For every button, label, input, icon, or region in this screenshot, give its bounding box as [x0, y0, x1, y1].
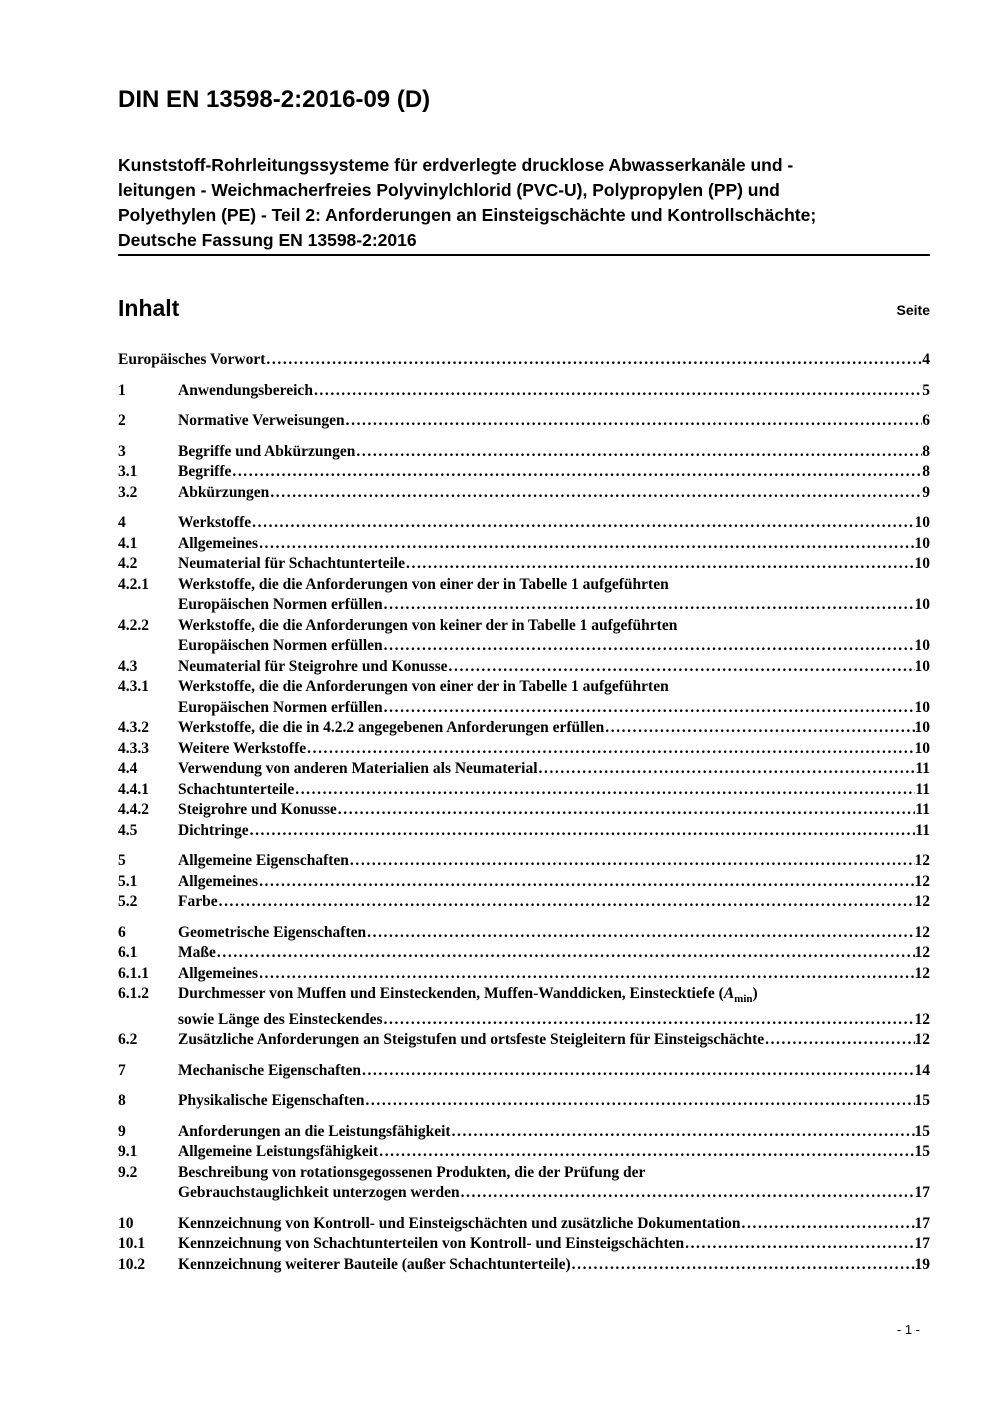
toc-leader-dots: [345, 411, 923, 432]
toc-page-number: 10: [914, 555, 930, 572]
toc-leader-dots: [218, 892, 915, 913]
toc-leader-dots: [764, 1030, 914, 1051]
toc-entry-number: 4.5: [118, 821, 138, 839]
toc-entry: [118, 1061, 930, 1082]
toc-entry-line: [118, 1183, 930, 1204]
toc-entry-title: Beschreibung von rotationsgegossenen Produkten, die der Prüfung der: [178, 1163, 646, 1181]
toc-page-number: 10: [914, 637, 930, 654]
toc-leader-dots: [258, 964, 914, 985]
toc-page-number: 8: [922, 442, 930, 460]
toc-page-number: 11: [915, 821, 930, 839]
toc-entry: [118, 554, 930, 575]
toc-page-number: 12: [914, 964, 930, 982]
toc-entry-line: [118, 851, 930, 872]
toc-entry-number: 4.4.2: [118, 801, 149, 818]
toc-page-number: 11: [915, 760, 930, 777]
toc-entry-title: Begriffe und Abkürzungen: [178, 442, 356, 460]
title-block: [118, 153, 930, 253]
toc-entry-line: [118, 892, 930, 913]
toc-entry: [118, 964, 930, 985]
toc-entry-title: Kennzeichnung von Schachtunterteilen von Kontroll- und Einsteigschächten: [178, 1235, 685, 1253]
toc-page-number: 17: [914, 1184, 930, 1202]
toc-entry-number: 6.1.1: [118, 964, 149, 982]
toc-entry-number: 4.3.1: [118, 678, 149, 695]
toc-entry-number: 4: [118, 514, 126, 531]
toc-leader-dots: [269, 483, 922, 504]
toc-entry-number: 9.1: [118, 1143, 138, 1161]
toc-entry-title: Maße: [178, 944, 216, 961]
toc-entry-line: [118, 534, 930, 555]
toc-entry-line: [118, 984, 930, 1010]
toc-entry: [118, 462, 930, 483]
toc-page-number: 10: [914, 698, 930, 716]
toc-entry-title: Europäischen Normen erfüllen: [178, 637, 383, 654]
toc-entry-number: 5.2: [118, 893, 138, 910]
toc-entry-line: [118, 350, 930, 371]
toc-entry-title: Begriffe: [178, 463, 232, 480]
toc-entry-title: Abkürzungen: [178, 483, 270, 501]
toc-entry-title: Normative Verweisungen: [178, 412, 345, 429]
toc-leader-dots: [383, 595, 915, 616]
toc-entry: [118, 1091, 930, 1112]
toc-entry: [118, 483, 930, 504]
toc-entry-line: [118, 698, 930, 719]
toc-entry: [118, 923, 930, 944]
toc-entry-title: Europäisches Vorwort: [118, 351, 266, 368]
toc-leader-dots: [383, 698, 915, 719]
title-line: Deutsche Fassung EN 13598-2:2016: [118, 230, 417, 250]
title-divider: [118, 254, 930, 256]
footer-page-indicator: - 1 -: [896, 1322, 920, 1337]
toc-entry-line: [118, 554, 930, 575]
toc-list: [118, 350, 930, 1275]
toc-entry: [118, 943, 930, 964]
toc-entry-title: Geometrische Eigenschaften: [178, 923, 367, 941]
toc-leader-dots: [231, 462, 922, 483]
toc-leader-dots: [258, 534, 914, 555]
toc-leader-dots: [383, 636, 915, 657]
title-line: Polyethylen (PE) - Teil 2: Anforderungen an Einsteigschächte und Kontrollschächte;: [118, 205, 817, 225]
toc-entry-title: Mechanische Eigenschaften: [178, 1061, 361, 1079]
toc-entry-title: Farbe: [178, 893, 218, 910]
toc-entry-line: [118, 821, 930, 842]
toc-page-number: 14: [914, 1061, 930, 1079]
toc-entry-line: [118, 442, 930, 463]
toc-entry-title: Kennzeichnung weiterer Bauteile (außer Schachtunterteile): [178, 1255, 571, 1273]
toc-entry: [118, 739, 930, 760]
toc-entry: [118, 1214, 930, 1235]
toc-leader-dots: [355, 442, 922, 463]
toc-leader-dots: [337, 800, 916, 821]
toc-entry: [118, 759, 930, 780]
toc-entry-title: Werkstoffe, die die Anforderungen von einer der in Tabelle 1 aufgeführten: [178, 678, 669, 695]
toc-page-number: 12: [914, 872, 930, 890]
toc-entry-title: Werkstoffe: [178, 514, 252, 531]
toc-entry-number: 3.1: [118, 463, 138, 480]
toc-entry-title: Anforderungen an die Leistungsfähigkeit: [178, 1122, 451, 1140]
toc-entry: [118, 872, 930, 893]
toc-leader-dots: [684, 1234, 914, 1255]
toc-leader-dots: [451, 1122, 915, 1143]
toc-entry-number: 6.2: [118, 1031, 138, 1049]
page-content: [118, 86, 930, 1275]
title-line: Kunststoff-Rohrleitungssysteme für erdverlegte drucklose Abwasserkanäle und -: [118, 155, 794, 175]
toc-entry: [118, 350, 930, 371]
toc-entry: [118, 851, 930, 872]
title-line: leitungen - Weichmacherfreies Polyvinylchlorid (PVC-U), Polypropylen (PP) und: [118, 180, 780, 200]
toc-entry-number: 5.1: [118, 872, 138, 890]
toc-entry-number: 8: [118, 1092, 126, 1110]
toc-heading: Inhalt: [118, 295, 180, 321]
toc-entry-line: [118, 411, 930, 432]
toc-entry-title: Neumaterial für Steigrohre und Konusse: [178, 657, 448, 675]
toc-entry-number: 10.2: [118, 1255, 146, 1273]
toc-entry-title: Werkstoffe, die die Anforderungen von keiner der in Tabelle 1 aufgeführten: [178, 616, 678, 634]
toc-entry: [118, 575, 930, 616]
toc-leader-dots: [361, 1061, 915, 1082]
toc-entry: [118, 1142, 930, 1163]
toc-entry: [118, 1163, 930, 1204]
toc-entry-title: Verwendung von anderen Materialien als Neumaterial: [178, 760, 538, 777]
toc-entry-line: [118, 872, 930, 893]
toc-entry-title: Allgemeines: [178, 872, 259, 890]
toc-entry-number: 4.2: [118, 555, 138, 572]
toc-entry: [118, 1030, 930, 1051]
toc-page-number: 15: [914, 1122, 930, 1140]
toc-entry-number: 4.3: [118, 657, 138, 675]
toc-entry-title: Werkstoffe, die die in 4.2.2 angegebenen Anforderungen erfüllen: [178, 719, 605, 736]
toc-entry-title: Durchmesser von Muffen und Einsteckenden, Muffen-Wanddicken, Einstecktiefe $(A_{min})$: [178, 985, 758, 1006]
toc-entry-line: [118, 923, 930, 944]
toc-leader-dots: [604, 718, 914, 739]
toc-entry-title: Neumaterial für Schachtunterteile: [178, 555, 405, 572]
toc-entry-number: 4.2.1: [118, 575, 149, 593]
toc-entry: [118, 513, 930, 534]
toc-entry-number: 10: [118, 1214, 134, 1232]
toc-page-number: 12: [914, 944, 930, 961]
toc-page-number: 8: [922, 463, 930, 480]
toc-entry: [118, 984, 930, 1030]
toc-entry-title: Schachtunterteile: [178, 780, 295, 798]
toc-entry-line: [118, 1163, 930, 1184]
toc-entry-title: Europäischen Normen erfüllen: [178, 596, 383, 613]
toc-header: [118, 294, 930, 322]
toc-entry-line: [118, 780, 930, 801]
toc-entry: [118, 677, 930, 718]
toc-entry-number: 4.4.1: [118, 780, 149, 798]
toc-entry-title: Allgemeines: [178, 964, 259, 982]
toc-entry: [118, 780, 930, 801]
toc-entry-number: 3: [118, 442, 126, 460]
toc-leader-dots: [538, 759, 916, 780]
toc-entry: [118, 442, 930, 463]
toc-entry: [118, 718, 930, 739]
toc-entry: [118, 821, 930, 842]
toc-page-number: 17: [914, 1235, 930, 1253]
toc-entry: [118, 892, 930, 913]
toc-leader-dots: [383, 1010, 915, 1031]
toc-page-number: 9: [922, 483, 930, 501]
toc-entry-title: Europäischen Normen erfüllen: [178, 698, 383, 716]
toc-entry-title: Steigrohre und Konusse: [178, 801, 337, 818]
toc-leader-dots: [249, 821, 916, 842]
toc-entry-title: Kennzeichnung von Kontroll- und Einsteigschächten und zusätzliche Dokumentation: [178, 1214, 741, 1232]
toc-leader-dots: [349, 851, 915, 872]
toc-leader-dots: [378, 1142, 914, 1163]
toc-entry-line: [118, 657, 930, 678]
toc-entry-number: 9: [118, 1122, 126, 1140]
toc-entry-number: 9.2: [118, 1163, 138, 1181]
toc-entry-line: [118, 677, 930, 698]
toc-entry-number: 7: [118, 1061, 126, 1079]
toc-entry-number: 1: [118, 381, 126, 399]
toc-page-number: 12: [914, 852, 930, 869]
toc-entry-number: 2: [118, 412, 126, 429]
toc-entry-title: Weitere Werkstoffe: [178, 739, 307, 757]
toc-leader-dots: [306, 739, 914, 760]
toc-entry-line: [118, 943, 930, 964]
toc-entry-line: [118, 1030, 930, 1051]
toc-entry-line: [118, 718, 930, 739]
toc-entry-line: [118, 1091, 930, 1112]
toc-page-number: 10: [914, 657, 930, 675]
toc-entry-line: [118, 1142, 930, 1163]
toc-entry-number: 4.4: [118, 760, 138, 777]
toc-entry-title: Allgemeine Leistungsfähigkeit: [178, 1143, 379, 1161]
toc-leader-dots: [460, 1183, 915, 1204]
toc-entry-line: [118, 462, 930, 483]
toc-entry-number: 4.3.3: [118, 739, 149, 757]
toc-entry-number: 5: [118, 852, 126, 869]
toc-entry-line: [118, 575, 930, 596]
toc-page-number: 10: [914, 534, 930, 552]
toc-entry-line: [118, 483, 930, 504]
document-number: DIN EN 13598-2:2016-09 (D): [118, 86, 431, 113]
toc-entry-line: [118, 1214, 930, 1235]
toc-page-number: 5: [922, 381, 930, 399]
toc-leader-dots: [258, 872, 914, 893]
toc-entry-number: 4.3.2: [118, 719, 149, 736]
toc-leader-dots: [251, 513, 914, 534]
toc-entry-number: 6.1.2: [118, 985, 149, 1002]
toc-page-number: 10: [914, 596, 930, 613]
toc-leader-dots: [216, 943, 915, 964]
toc-leader-dots: [571, 1255, 915, 1276]
toc-page-number: 17: [914, 1214, 930, 1232]
toc-page-number: 19: [914, 1255, 930, 1273]
toc-entry-line: [118, 513, 930, 534]
toc-entry-line: [118, 1255, 930, 1276]
toc-entry: [118, 381, 930, 402]
toc-entry-line: [118, 595, 930, 616]
toc-page-number: 12: [914, 893, 930, 910]
toc-entry-title: sowie Länge des Einsteckendes: [178, 1010, 383, 1028]
toc-entry-line: [118, 964, 930, 985]
toc-leader-dots: [364, 1091, 914, 1112]
toc-entry: [118, 1234, 930, 1255]
toc-entry-title: Zusätzliche Anforderungen an Steigstufen und ortsfeste Steigleitern für Einsteigschächte: [178, 1031, 765, 1049]
toc-entry: [118, 1122, 930, 1143]
toc-entry-number: 6: [118, 923, 126, 941]
toc-entry-number: 3.2: [118, 483, 138, 501]
toc-entry-number: 6.1: [118, 944, 138, 961]
toc-entry-line: [118, 1122, 930, 1143]
toc-entry-line: [118, 381, 930, 402]
toc-entry: [118, 534, 930, 555]
toc-leader-dots: [741, 1214, 915, 1235]
toc-entry: [118, 1255, 930, 1276]
toc-entry-line: [118, 1061, 930, 1082]
toc-entry-number: 4.1: [118, 534, 138, 552]
toc-entry-number: 10.1: [118, 1235, 146, 1253]
toc-leader-dots: [448, 657, 915, 678]
toc-entry-title: Anwendungsbereich: [178, 381, 313, 399]
toc-page-number: 15: [914, 1143, 930, 1161]
toc-page-number: 10: [914, 739, 930, 757]
toc-page-number: 10: [914, 719, 930, 736]
toc-entry-title: Allgemeine Eigenschaften: [178, 852, 349, 869]
toc-leader-dots: [313, 381, 922, 402]
toc-page-number: 10: [914, 514, 930, 531]
toc-page-column-label: Seite: [896, 302, 930, 318]
toc-entry-line: [118, 616, 930, 637]
toc-entry-title: Allgemeines: [178, 534, 259, 552]
toc-page-number: 15: [914, 1092, 930, 1110]
toc-page-number: 11: [915, 780, 930, 798]
toc-entry-line: [118, 1010, 930, 1031]
toc-leader-dots: [405, 554, 915, 575]
toc-entry-line: [118, 800, 930, 821]
toc-page-number: 12: [914, 1031, 930, 1049]
toc-entry-line: [118, 636, 930, 657]
toc-leader-dots: [366, 923, 914, 944]
toc-entry-number: 4.2.2: [118, 616, 149, 634]
toc-page-number: 4: [922, 351, 930, 368]
toc-leader-dots: [294, 780, 915, 801]
toc-page-number: 12: [914, 1010, 930, 1028]
toc-entry: [118, 411, 930, 432]
toc-entry: [118, 616, 930, 657]
toc-entry-line: [118, 759, 930, 780]
toc-leader-dots: [265, 350, 922, 371]
toc-page-number: 6: [922, 412, 930, 429]
toc-entry-line: [118, 1234, 930, 1255]
toc-entry-line: [118, 739, 930, 760]
toc-entry-title: Gebrauchstauglichkeit unterzogen werden: [178, 1184, 460, 1202]
toc-entry: [118, 800, 930, 821]
toc-page-number: 12: [914, 923, 930, 941]
toc-entry-title: Werkstoffe, die die Anforderungen von einer der in Tabelle 1 aufgeführten: [178, 575, 669, 593]
toc-entry: [118, 657, 930, 678]
toc-page-number: 11: [915, 801, 930, 818]
toc-entry-title: Dichtringe: [178, 821, 249, 839]
toc-entry-title: Physikalische Eigenschaften: [178, 1092, 365, 1110]
